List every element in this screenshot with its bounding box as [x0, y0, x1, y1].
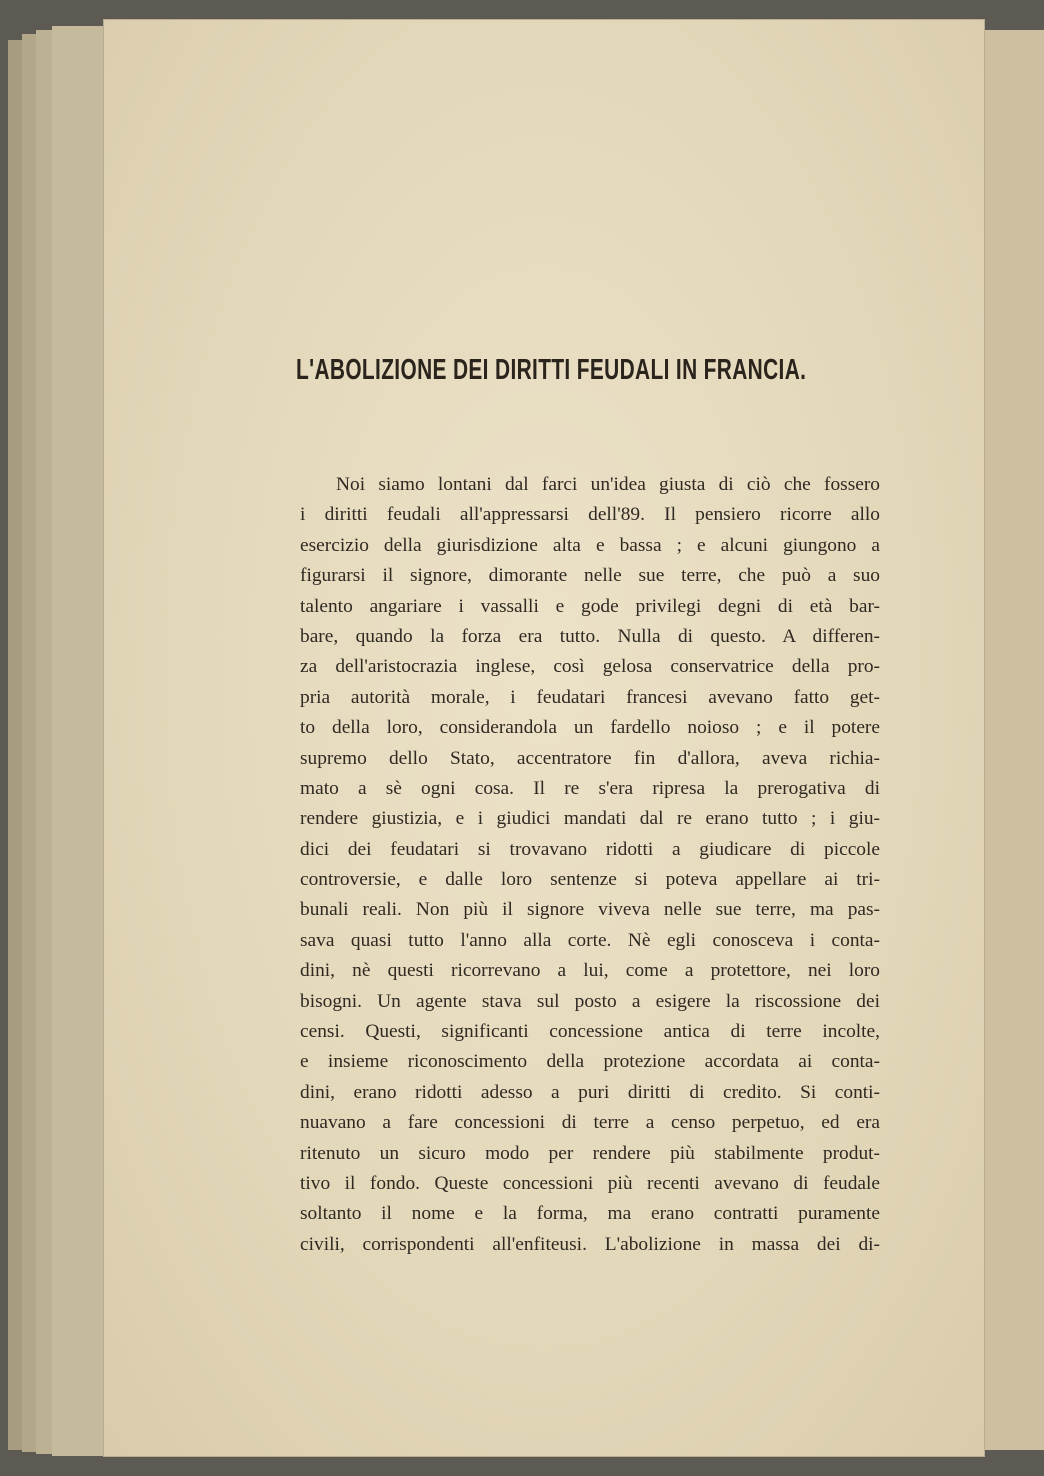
- text-line: to della loro, considerandola un fardello noioso ; e il potere: [300, 717, 880, 739]
- text-line: Noi siamo lontani dal farci un'idea giusta di ciò che fossero: [336, 474, 880, 495]
- text-line: controversie, e dalle loro sentenze si poteva appellare ai tri-: [300, 869, 880, 891]
- text-line: e insieme riconoscimento della protezione accordata ai conta-: [300, 1051, 880, 1073]
- page-content: [296, 350, 880, 1260]
- text-line: talento angariare i vassalli e gode privilegi degni di età bar-: [300, 595, 880, 617]
- text-line: bare, quando la forza era tutto. Nulla di questo. A differen-: [300, 625, 880, 647]
- text-line: figurarsi il signore, dimorante nelle sue terre, che può a suo: [300, 565, 880, 587]
- text-line: nuavano a fare concessioni di terre a censo perpetuo, ed era: [300, 1112, 880, 1134]
- text-line: soltanto il nome e la forma, ma erano contratti puramente: [300, 1203, 880, 1225]
- text-line: sava quasi tutto l'anno alla corte. Nè egli conosceva i conta-: [300, 929, 880, 951]
- text-line: dini, erano ridotti adesso a puri diritti di credito. Si conti-: [300, 1081, 880, 1103]
- text-line: supremo dello Stato, accentratore fin d'allora, aveva richia-: [300, 747, 880, 769]
- paragraph: [300, 470, 880, 1260]
- text-line: censi. Questi, significanti concessione antica di terre incolte,: [300, 1021, 880, 1043]
- text-line: dini, nè questi ricorrevano a lui, come a protettore, nei loro: [300, 960, 880, 982]
- text-line: rendere giustizia, e i giudici mandati dal re erano tutto ; i giu-: [300, 808, 880, 830]
- text-line: bisogni. Un agente stava sul posto a esigere la riscossione dei: [300, 990, 880, 1012]
- text-line: civili, corrispondenti all'enfiteusi. L'abolizione in massa dei di-: [300, 1233, 880, 1255]
- text-line: pria autorità morale, i feudatari francesi avevano fatto get-: [300, 686, 880, 708]
- book-page: [104, 20, 984, 1456]
- text-line: i diritti feudali all'appressarsi dell'89. Il pensiero ricorre allo: [300, 504, 880, 526]
- text-line: tivo il fondo. Queste concessioni più recenti avevano di feudale: [300, 1172, 880, 1194]
- text-line: dici dei feudatari si trovavano ridotti a giudicare di piccole: [300, 838, 880, 860]
- text-line: ritenuto un sicuro modo per rendere più stabilmente produt-: [300, 1142, 880, 1164]
- chapter-title: L'ABOLIZIONE DEI DIRITTI FEUDALI IN FRANCIA.: [296, 354, 807, 386]
- text-line: mato a sè ogni cosa. Il re s'era ripresa la prerogativa di: [300, 777, 880, 799]
- text-line: za dell'aristocrazia inglese, così gelosa conservatrice della pro-: [300, 656, 880, 678]
- text-line: bunali reali. Non più il signore viveva nelle sue terre, ma pas-: [300, 899, 880, 921]
- facing-page-edge: [980, 30, 1044, 1450]
- text-line: esercizio della giurisdizione alta e bassa ; e alcuni giungono a: [300, 534, 880, 556]
